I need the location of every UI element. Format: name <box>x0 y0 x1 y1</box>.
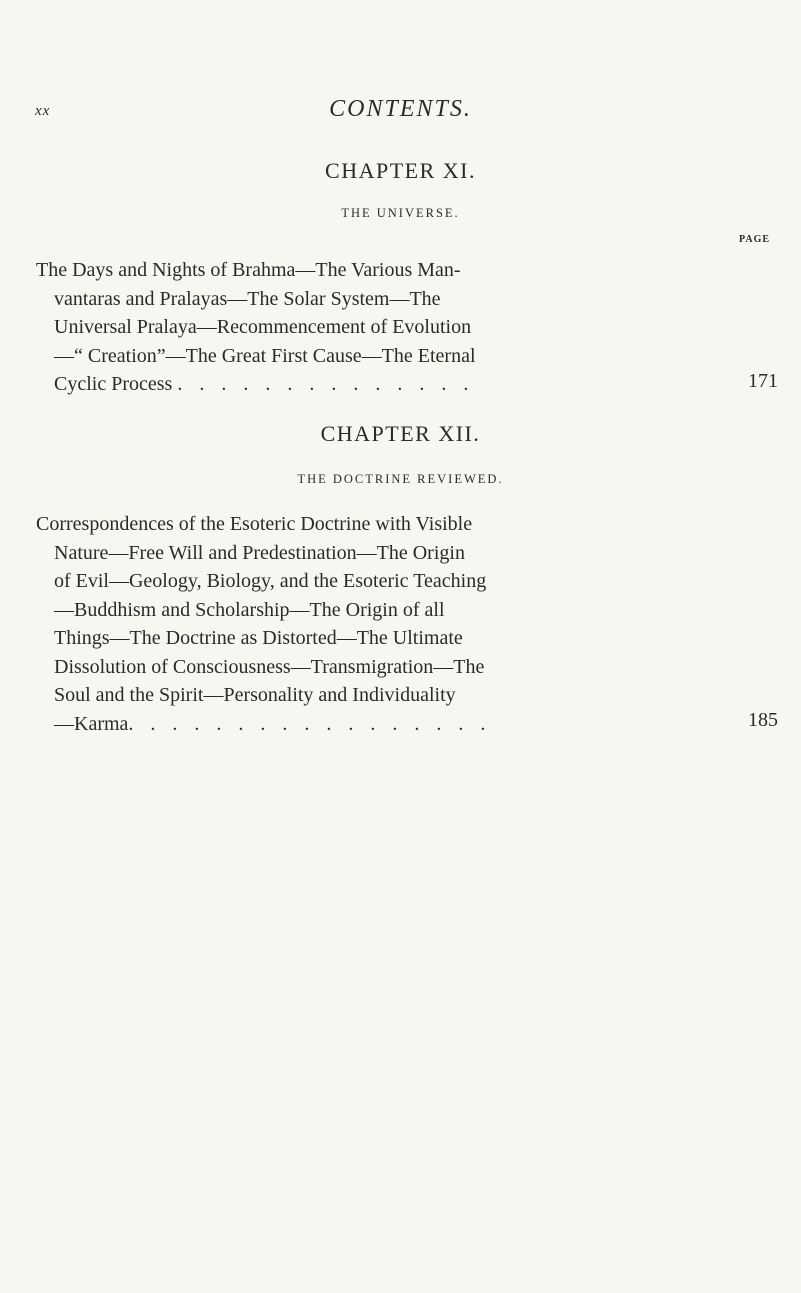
dot-leaders: . . . . . . . . . . . . . . . . . <box>128 712 492 735</box>
entry-line: Universal Pralaya—Recommencement of Evolution <box>54 316 472 338</box>
entry-line: —Buddhism and Scholarship—The Origin of all <box>54 598 445 621</box>
entry-line: Things—The Doctrine as Distorted—The Ultimate <box>54 627 463 649</box>
entry-line-text: Cyclic Process <box>54 373 173 395</box>
toc-entry[interactable] <box>36 510 740 738</box>
chapter-subtitle: THE DOCTRINE REVIEWED. <box>297 472 504 486</box>
page-folio: xx <box>35 103 51 119</box>
entry-line: Dissolution of Consciousness—Transmigration—The <box>54 655 485 678</box>
dot-leaders: . . . . . . . . . . . . . . <box>177 373 475 395</box>
entry-line-text: —Karma <box>54 712 129 735</box>
chapter-title: CHAPTER XII. <box>320 421 481 446</box>
entry-line-last <box>36 370 740 399</box>
toc-entry[interactable] <box>36 256 740 399</box>
entry-line: The Days and Nights of Brahma—The Various Man- <box>36 259 461 281</box>
chapter-subtitle: THE UNIVERSE. <box>341 206 460 220</box>
page-column-label: PAGE <box>739 234 771 245</box>
page-number[interactable]: 171 <box>748 370 778 392</box>
entry-line: of Evil—Geology, Biology, and the Esoteric Teaching <box>54 570 487 592</box>
entry-line: vantaras and Pralayas—The Solar System—The <box>54 287 441 310</box>
entry-line: Soul and the Spirit—Personality and Individuality <box>54 684 456 706</box>
entry-line: Correspondences of the Esoteric Doctrine with Visible <box>36 513 473 535</box>
running-head: CONTENTS. <box>329 96 472 122</box>
entry-line-last <box>36 710 740 739</box>
entry-line: —“ Creation”—The Great First Cause—The Eternal <box>54 344 476 367</box>
chapter-title: CHAPTER XI. <box>325 158 476 183</box>
page-number[interactable]: 185 <box>748 709 778 731</box>
entry-line: Nature—Free Will and Predestination—The Origin <box>54 541 465 564</box>
